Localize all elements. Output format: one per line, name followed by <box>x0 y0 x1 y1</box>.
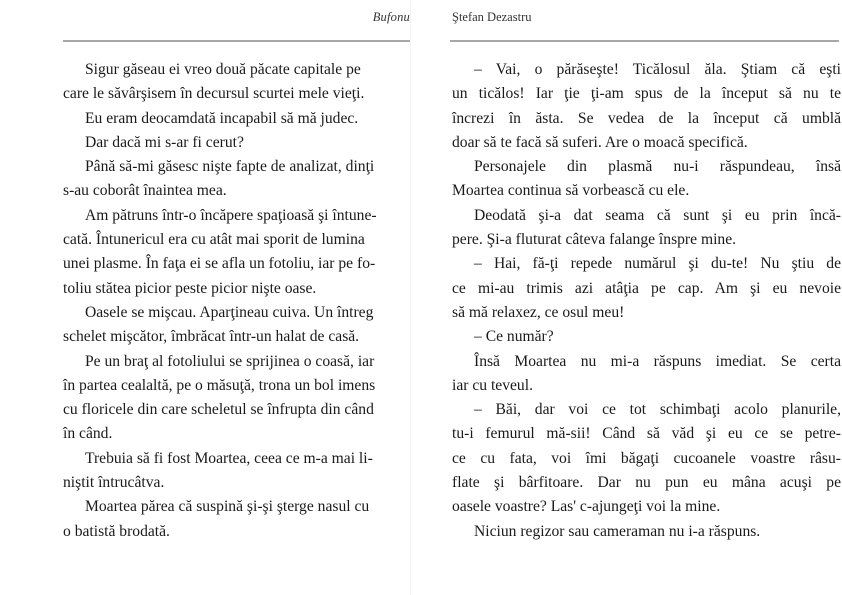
text-line: – Vai, o părăseşte! Ticălosul ăla. Ştiam că eşti <box>474 61 841 78</box>
text-line: Eu eram deocamdată incapabil să mă judec. <box>85 109 359 127</box>
running-head-book-title: Bufonu <box>372 10 410 24</box>
text-line: Moartea părea că suspină şi-şi şterge nasul cu <box>85 498 370 516</box>
text-line: Însă Moartea nu mi-a răspuns imediat. Se certa <box>474 352 841 370</box>
right-page-body-text <box>452 58 841 544</box>
text-line: ce mi-au trimis azi atâţia pe cap. Am şi eu nevoie <box>452 279 841 297</box>
text-line: Am pătruns într-o încăpere spaţioasă şi întune- <box>85 206 377 224</box>
text-line: Deodată şi-a dat seama că sunt şi eu prin încă- <box>474 206 841 224</box>
text-line: încrezi în ăsta. Se vedea de la început că umblă <box>452 109 841 127</box>
text-line: – Ce număr? <box>474 328 554 346</box>
text-line: schelet mişcător, îmbrăcat într-un halat de casă. <box>63 328 360 346</box>
text-line: – Băi, dar voi ce tot schimbaţi acolo planurile, <box>474 401 841 419</box>
text-line: Până să-mi găsesc nişte fapte de analizat, dinţi <box>85 158 375 176</box>
text-line: pere. Şi-a fluturat câteva falange înspre mine. <box>452 231 737 249</box>
text-line: Niciun regizor sau cameraman nu i-a răspuns. <box>474 522 761 540</box>
text-line: să mă relaxez, ce osul meu! <box>452 303 625 321</box>
text-line: doar să te facă să suferi. Are o moacă specifică. <box>452 133 748 151</box>
text-line: în partea cealaltă, pe o măsuţă, trona un bol imens <box>63 376 376 394</box>
text-line: Pe un braţ al fotoliului se sprijinea o coasă, iar <box>85 352 375 370</box>
text-line: iar cu teveul. <box>452 376 533 394</box>
text-line: s-au coborât înaintea mea. <box>63 182 227 200</box>
text-line: Oasele se mişcau. Aparţineau cuiva. Un întreg <box>85 303 374 321</box>
text-line: Dar dacă mi s-ar fi cerut? <box>85 133 244 151</box>
text-line: toliu stătea picior peste picior nişte oase. <box>63 279 317 297</box>
text-line: Moartea continua să vorbească cu ele. <box>452 182 690 200</box>
text-line: cu floricele din care scheletul se înfrupta din când <box>63 401 374 419</box>
text-line: în când. <box>63 425 113 443</box>
text-line: flate şi bârfitoare. Dar nu pun eu mâna acuşi pe <box>452 474 841 492</box>
text-line: unei plasme. În faţa ei se afla un fotoliu, iar pe fo- <box>63 255 376 273</box>
text-line: un ticălos! Iar ţie ţi-am spus de la început să nu te <box>452 85 841 103</box>
left-page-body-text <box>63 58 410 544</box>
text-line: Sigur găseau ei vreo două păcate capitale pe <box>85 61 361 78</box>
header-rule <box>63 40 410 42</box>
text-line: niştit întrucâtva. <box>63 474 165 492</box>
running-head-author: Ştefan Dezastru <box>452 10 532 24</box>
right-page <box>410 0 842 595</box>
text-line: ce cu fata, voi îmi băgaţi cucoanele voastre râsu- <box>452 449 841 467</box>
text-line: Trebuia să fi fost Moartea, ceea ce m-a mai li- <box>85 449 373 467</box>
header-rule <box>450 40 839 42</box>
text-line: oasele voastre? Las' c-ajungeţi voi la mine. <box>452 498 721 516</box>
text-line: cată. Întunericul era cu atât mai sporit de lumina <box>63 231 365 249</box>
text-line: tu-i femurul mă-sii! Când să văd şi eu ce se petre- <box>452 425 841 443</box>
text-line: care le săvârşisem în decursul scurtei mele vieţi. <box>63 85 365 103</box>
text-line: o batistă brodată. <box>63 522 170 540</box>
text-line: Personajele din plasmă nu-i răspundeau, însă <box>474 158 841 176</box>
text-line: – Hai, fă-ţi repede numărul şi du-te! Nu ştiu de <box>474 255 841 273</box>
left-page <box>0 0 410 595</box>
